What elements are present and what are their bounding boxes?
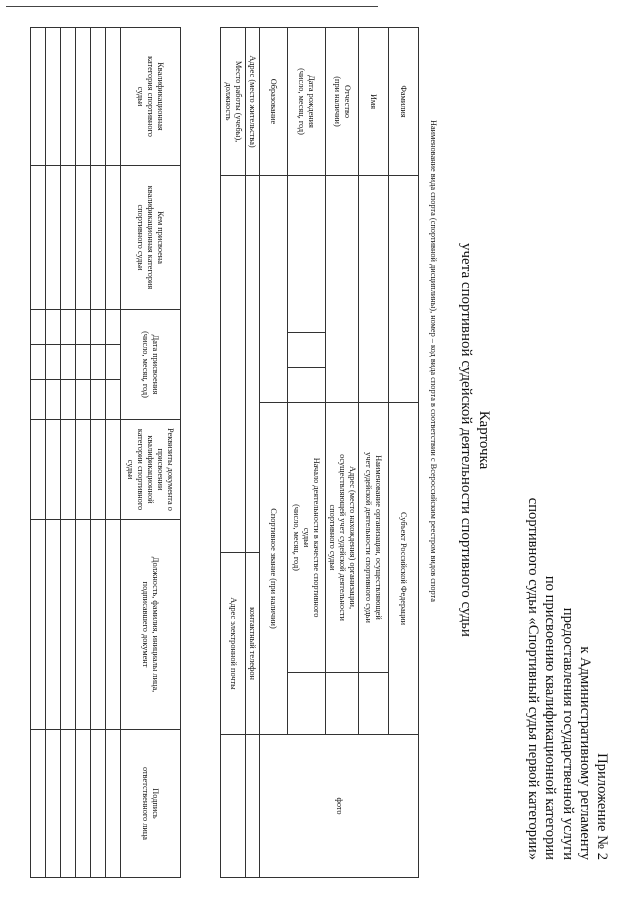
table-header-row — [121, 28, 181, 878]
table-cell — [31, 730, 46, 878]
birthdate-value — [288, 176, 326, 333]
table-cell — [31, 28, 46, 166]
table-cell — [31, 310, 46, 345]
col-category: Квалификационная категория спортивного судьи — [121, 28, 181, 166]
birthdate-month — [288, 333, 326, 368]
qualification-history-table — [30, 27, 181, 878]
table-cell — [46, 420, 61, 520]
table-cell — [46, 730, 61, 878]
patronymic-label: Отчество (при наличии) — [326, 28, 359, 176]
table-cell — [61, 520, 76, 730]
table-cell — [91, 28, 106, 166]
appendix-number: Приложение № 2 — [594, 753, 610, 860]
surname-value — [389, 176, 419, 403]
appendix-line: по присвоению квалификационной категории — [542, 575, 559, 860]
address-label: Адрес (место жительства) — [246, 28, 260, 176]
col-assign-date: Дата присвоения (число, месяц, год) — [121, 310, 181, 420]
table-cell — [91, 420, 106, 520]
table-cell — [46, 310, 61, 345]
table-cell — [46, 166, 61, 310]
table-cell — [106, 310, 121, 345]
workplace-label: Место работы (учебы), должность — [221, 28, 246, 176]
table-cell — [91, 380, 106, 420]
document-title — [457, 0, 492, 880]
table-cell — [31, 520, 46, 730]
table-cell — [91, 166, 106, 310]
surname-label: Фамилия — [389, 28, 419, 176]
title-subject: учета спортивной судейской деятельности спортивного судьи — [458, 243, 475, 637]
workplace-value — [221, 176, 246, 553]
personal-card-table — [220, 27, 419, 878]
birthdate-label: Дата рождения (число, месяц, год) — [288, 28, 326, 176]
table-cell — [76, 166, 91, 310]
table-row — [76, 28, 91, 878]
photo-cell: фото — [260, 735, 419, 878]
table-cell — [76, 730, 91, 878]
table-cell — [61, 166, 76, 310]
col-signer: Должность, фамилия, инициалы лица, подписавшего документ — [121, 520, 181, 730]
table-cell — [31, 420, 46, 520]
appendix-line: предоставления государственной услуги — [559, 607, 576, 860]
org-address-value — [326, 673, 359, 735]
subject-label: Субъект Российской Федерации — [389, 403, 419, 735]
table-cell — [61, 310, 76, 345]
table-cell — [106, 730, 121, 878]
table-row — [221, 28, 246, 878]
table-row — [246, 28, 260, 878]
start-activity-label: Начало деятельности в качестве спортивного судьи (число, месяц, год) — [288, 403, 326, 673]
table-cell — [106, 166, 121, 310]
table-cell — [46, 520, 61, 730]
appendix-line: к Административному регламенту — [576, 646, 593, 860]
table-cell — [76, 420, 91, 520]
table-cell — [46, 28, 61, 166]
phone-label: контактный телефон — [246, 553, 260, 735]
table-cell — [61, 28, 76, 166]
col-signature: Подпись ответственного лица — [121, 730, 181, 878]
sport-name-caption: Наименование вида спорта (спортивной дисциплины), номер – код вида спорта в соответствии с Всероссийским реестром видов спорта — [429, 120, 438, 602]
title-card: Карточка — [476, 410, 492, 470]
col-doc-details: Реквизиты документа о присвоении квалификационной категории спортивного судьи — [121, 420, 181, 520]
org-address-label: Адрес (место нахождения) организации, осуществляющей учет судейской деятельности спортивного судьи — [326, 403, 359, 673]
table-row — [106, 28, 121, 878]
table-cell — [76, 380, 91, 420]
table-cell — [46, 380, 61, 420]
table-cell — [31, 380, 46, 420]
org-label: Наименование организации, осуществляющей учет судейской деятельности спортивного судьи — [359, 403, 389, 673]
patronymic-value — [326, 176, 359, 403]
name-label: Имя — [359, 28, 389, 176]
table-row — [46, 28, 61, 878]
email-label: Адрес электронной почты — [221, 553, 246, 735]
table-row — [91, 28, 106, 878]
table-cell — [106, 28, 121, 166]
appendix-header — [524, 440, 610, 860]
start-activity-value — [288, 673, 326, 735]
table-cell — [61, 380, 76, 420]
table-cell — [106, 345, 121, 380]
name-value — [359, 176, 389, 403]
table-row — [31, 28, 46, 878]
col-assigned-by: Кем присвоена квалификационная категория спортивного судьи — [121, 166, 181, 310]
table-cell — [61, 730, 76, 878]
table-cell — [31, 166, 46, 310]
address-value — [246, 176, 260, 553]
table-cell — [46, 345, 61, 380]
table-cell — [61, 420, 76, 520]
sport-title-label: Спортивное звание (при наличии) — [260, 403, 288, 735]
org-value — [359, 673, 389, 735]
email-value — [221, 735, 246, 878]
table-cell — [106, 380, 121, 420]
table-cell — [76, 28, 91, 166]
table-cell — [61, 345, 76, 380]
table-cell — [76, 345, 91, 380]
table-cell — [91, 345, 106, 380]
education-label: Образование — [260, 28, 288, 176]
table-row — [389, 28, 419, 878]
table-cell — [106, 520, 121, 730]
appendix-line: спортивного судьи «Спортивный судья первой категории» — [525, 497, 542, 860]
birthdate-year — [288, 368, 326, 403]
table-cell — [76, 520, 91, 730]
table-row — [61, 28, 76, 878]
table-cell — [91, 310, 106, 345]
table-cell — [91, 520, 106, 730]
table-cell — [91, 730, 106, 878]
table-cell — [106, 420, 121, 520]
table-cell — [31, 345, 46, 380]
phone-value — [246, 735, 260, 878]
table-cell — [76, 310, 91, 345]
education-value — [260, 176, 288, 403]
